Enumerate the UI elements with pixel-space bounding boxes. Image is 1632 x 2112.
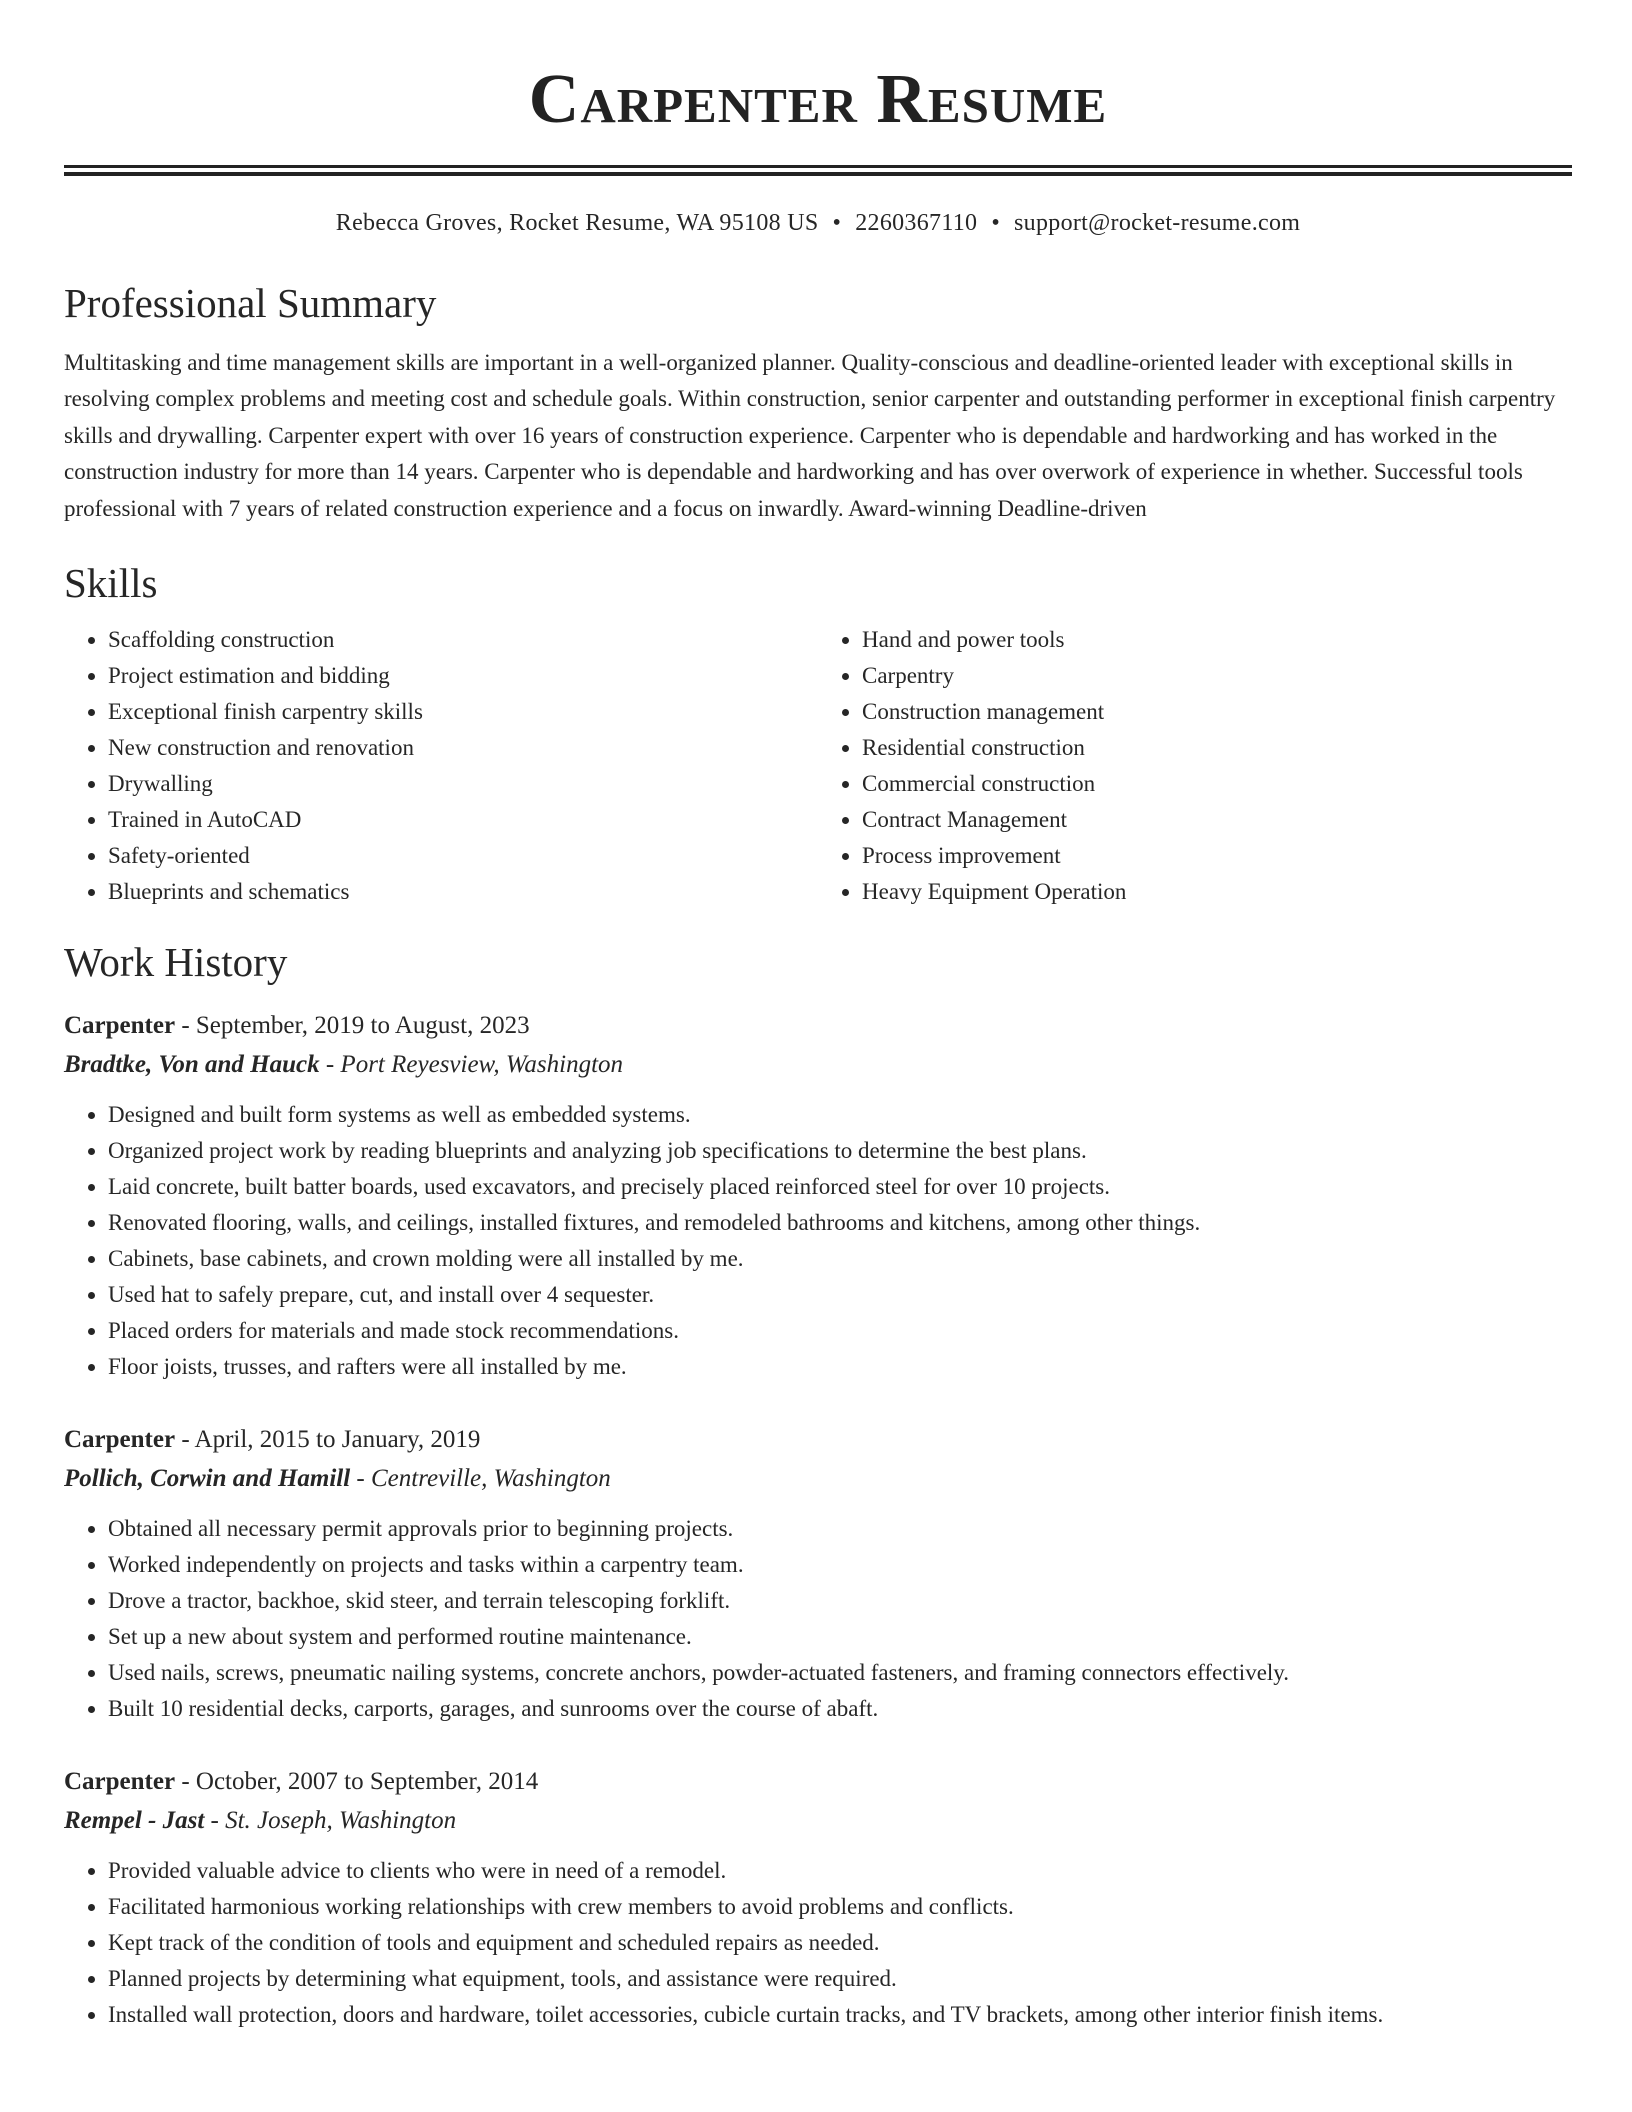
work-history-heading: Work History bbox=[64, 939, 288, 986]
job-bullet: • Renovated flooring, walls, and ceilings, installed fixtures, and remodeled bathrooms and kitchens, among other things. bbox=[108, 1205, 1572, 1241]
company-line bbox=[64, 1801, 1572, 1841]
company-name: Pollich, Corwin and Hamill bbox=[64, 1465, 351, 1493]
job-title-line bbox=[64, 1763, 1572, 1801]
job-entry bbox=[64, 1421, 1572, 1727]
job-bullet: • Used hat to safely prepare, cut, and install over 4 sequester. bbox=[108, 1277, 1572, 1313]
page-title: Carpenter Resume bbox=[528, 61, 1108, 138]
skill-item: • Residential construction bbox=[862, 730, 1572, 766]
contact-email: support@rocket-resume.com bbox=[1014, 209, 1301, 236]
contact-separator: • bbox=[832, 209, 842, 236]
company-name: Rempel - Jast bbox=[64, 1807, 205, 1835]
job-bullet: • Organized project work by reading blueprints and analyzing job specifications to determine the best plans. bbox=[108, 1133, 1572, 1169]
job-dates: - September, 2019 to August, 2023 bbox=[175, 1012, 530, 1040]
skills-heading: Skills bbox=[64, 559, 158, 606]
company-name: Bradtke, Von and Hauck bbox=[64, 1051, 320, 1079]
job-bullet: • Set up a new about system and performed routine maintenance. bbox=[108, 1619, 1572, 1655]
job-bullet: • Installed wall protection, doors and hardware, toilet accessories, cubicle curtain tracks, and TV brackets, among other interior finish items. bbox=[108, 1997, 1572, 2033]
skill-item: • Contract Management bbox=[862, 802, 1572, 838]
job-bullet: • Facilitated harmonious working relationships with crew members to avoid problems and conflicts. bbox=[108, 1889, 1572, 1925]
job-bullets bbox=[64, 1511, 1572, 1727]
skill-item: • Exceptional finish carpentry skills bbox=[108, 694, 818, 730]
job-bullet: • Floor joists, trusses, and rafters were all installed by me. bbox=[108, 1349, 1572, 1385]
company-line bbox=[64, 1045, 1572, 1085]
skill-item: • Construction management bbox=[862, 694, 1572, 730]
job-dates: - October, 2007 to September, 2014 bbox=[175, 1768, 539, 1796]
skill-item: • Hand and power tools bbox=[862, 622, 1572, 658]
company-location: - St. Joseph, Washington bbox=[204, 1807, 457, 1835]
skill-item: • New construction and renovation bbox=[108, 730, 818, 766]
job-title-line bbox=[64, 1421, 1572, 1459]
skill-item: • Heavy Equipment Operation bbox=[862, 874, 1572, 910]
skills-columns bbox=[64, 622, 1572, 910]
job-bullet: • Built 10 residential decks, carports, garages, and sunrooms over the course of abaft. bbox=[108, 1691, 1572, 1727]
job-title: Carpenter bbox=[64, 1768, 176, 1796]
job-bullet: • Kept track of the condition of tools and equipment and scheduled repairs as needed. bbox=[108, 1925, 1572, 1961]
job-bullet: • Designed and built form systems as well as embedded systems. bbox=[108, 1097, 1572, 1133]
job-bullet: • Provided valuable advice to clients who were in need of a remodel. bbox=[108, 1853, 1572, 1889]
job-title: Carpenter bbox=[64, 1012, 176, 1040]
job-title-line bbox=[64, 1007, 1572, 1045]
contact-line bbox=[64, 208, 1572, 239]
skill-item: • Blueprints and schematics bbox=[108, 874, 818, 910]
job-bullet: • Placed orders for materials and made stock recommendations. bbox=[108, 1313, 1572, 1349]
job-dates: - April, 2015 to January, 2019 bbox=[175, 1426, 481, 1454]
company-location: - Port Reyesview, Washington bbox=[319, 1051, 624, 1079]
job-bullet: • Used nails, screws, pneumatic nailing systems, concrete anchors, powder-actuated fasteners, and framing connectors effectively. bbox=[108, 1655, 1572, 1691]
contact-address: Rebecca Groves, Rocket Resume, WA 95108 US bbox=[335, 209, 819, 236]
job-bullets bbox=[64, 1853, 1572, 2033]
job-bullet: • Worked independently on projects and tasks within a carpentry team. bbox=[108, 1547, 1572, 1583]
job-entry bbox=[64, 1763, 1572, 2033]
skills-list-right bbox=[818, 622, 1572, 910]
skill-item: • Project estimation and bidding bbox=[108, 658, 818, 694]
summary-heading: Professional Summary bbox=[64, 279, 437, 326]
skill-item: • Commercial construction bbox=[862, 766, 1572, 802]
skills-list-left bbox=[64, 622, 818, 910]
contact-separator: • bbox=[991, 209, 1001, 236]
resume-page bbox=[64, 0, 1572, 2033]
company-line bbox=[64, 1459, 1572, 1499]
job-title: Carpenter bbox=[64, 1426, 176, 1454]
skill-item: • Carpentry bbox=[862, 658, 1572, 694]
job-bullet: • Obtained all necessary permit approvals prior to beginning projects. bbox=[108, 1511, 1572, 1547]
job-entry bbox=[64, 1007, 1572, 1385]
job-bullet: • Cabinets, base cabinets, and crown molding were all installed by me. bbox=[108, 1241, 1572, 1277]
job-bullets bbox=[64, 1097, 1572, 1385]
job-bullet: • Drove a tractor, backhoe, skid steer, and terrain telescoping forklift. bbox=[108, 1583, 1572, 1619]
summary-text: Multitasking and time management skills are important in a well-organized planner. Quality-conscious and deadline-oriented leader with exceptional skills in resolving complex problems and meeting cost and schedule goals. Within construction, senior carpenter and outstanding performer in exceptional finish carpentry skills and drywalling. Carpenter expert with over 16 years of construction experience. Carpenter who is dependable and hardworking and has worked in the construction industry for more than 14 years. Carpenter who is dependable and hardworking and has over overwork of experience in whether. Successful tools professional with 7 years of related construction experience and a focus on inwardly. Award-winning Deadline-driven bbox=[64, 349, 1556, 521]
company-location: - Centreville, Washington bbox=[350, 1465, 611, 1493]
skill-item: • Trained in AutoCAD bbox=[108, 802, 818, 838]
skill-item: • Scaffolding construction bbox=[108, 622, 818, 658]
skill-item: • Drywalling bbox=[108, 766, 818, 802]
job-bullet: • Planned projects by determining what equipment, tools, and assistance were required. bbox=[108, 1961, 1572, 1997]
title-double-rule bbox=[64, 165, 1572, 176]
contact-phone: 2260367110 bbox=[855, 209, 978, 236]
job-bullet: • Laid concrete, built batter boards, used excavators, and precisely placed reinforced steel for over 10 projects. bbox=[108, 1169, 1572, 1205]
skill-item: • Safety-oriented bbox=[108, 838, 818, 874]
skill-item: • Process improvement bbox=[862, 838, 1572, 874]
